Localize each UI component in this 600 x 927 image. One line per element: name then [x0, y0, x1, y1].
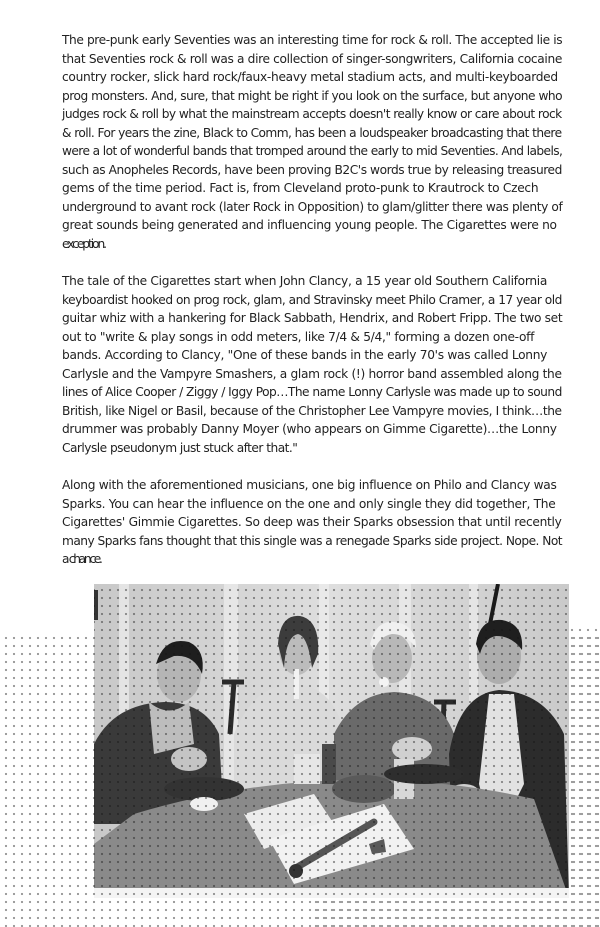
text-line: great sounds being generated and influencing young people. The Cigarettes were no — [62, 218, 557, 233]
text-line: out to "write & play songs in odd meters, like 7/4 & 5/4," forming a dozen one-off — [62, 329, 535, 344]
text-line: Sparks. You can hear the influence on the one and only single they did together, The — [62, 496, 556, 511]
paragraph-sparks-influence — [62, 476, 582, 569]
text-line: keyboardist hooked on prog rock, glam, and Stravinsky meet Philo Cramer, a 17 year old — [62, 292, 562, 307]
text-line: that Seventies rock & roll was a dire collection of singer-songwriters, California cocaine — [62, 51, 562, 66]
text-line: The pre-punk early Seventies was an interesting time for rock & roll. The accepted lie is — [62, 33, 563, 47]
text-line: bands. According to Clancy, "One of these bands in the early 70's was called Lonny — [62, 348, 548, 363]
text-line: The tale of the Cigarettes start when John Clancy, a 15 year old Southern California — [62, 274, 548, 289]
text-line: many Sparks fans thought that this single was a renegade Sparks side project. Nope. Not — [62, 533, 563, 548]
text-line: gems of the time period. Fact is, from Cleveland proto-punk to Krautrock to Czech — [62, 181, 539, 196]
article-body — [62, 31, 582, 587]
text-line: judges rock & roll by what the mainstream accepts doesn't really know or care about rock — [62, 107, 562, 122]
text-line: drummer was probably Danny Moyer (who appears on Gimme Cigarette)…the Lonny — [62, 422, 557, 437]
text-line: guitar whiz with a hankering for Black Sabbath, Hendrix, and Robert Fripp. The two set — [62, 311, 563, 326]
text-line: & roll. For years the zine, Black to Comm, has been a loudspeaker broadcasting that there — [62, 125, 562, 140]
text-line: prog monsters. And, sure, that might be right if you look on the surface, but anyone who — [62, 88, 563, 103]
text-line: such as Anopheles Records, have been proving B2C's words true by releasing treasured — [62, 162, 562, 177]
text-line: underground to avant rock (later Rock in Opposition) to glam/glitter there was plenty of — [62, 199, 563, 214]
text-line: Carlysle and the Vampyre Smashers, a glam rock (!) horror band assembled along the — [62, 366, 562, 381]
photo-halftone-overlay — [94, 584, 569, 898]
text-line: exception. — [62, 237, 105, 252]
text-line: were a lot of wonderful bands that tromped around the early to mid Seventies. And labels, — [62, 144, 563, 159]
text-line: British, like Nigel or Basil, because of the Christopher Lee Vampyre movies, I think…the — [62, 403, 562, 418]
text-line: lines of Alice Cooper / Ziggy / Iggy Pop…The name Lonny Carlysle was made up to sound — [62, 385, 562, 400]
text-line: Carlysle pseudonym just stuck after that." — [62, 441, 298, 456]
text-line: Along with the aforementioned musicians, one big influence on Philo and Clancy was — [62, 478, 557, 493]
paragraph-origin-story — [62, 272, 582, 457]
text-line: Cigarettes' Gimmie Cigarettes. So deep was their Sparks obsession that until recently — [62, 515, 562, 530]
text-line: country rocker, slick hard rock/faux-heavy metal stadium acts, and multi-keyboarded — [62, 70, 558, 85]
band-photo — [94, 584, 569, 898]
text-line: a chance. — [62, 552, 101, 567]
paragraph-intro — [62, 31, 582, 254]
